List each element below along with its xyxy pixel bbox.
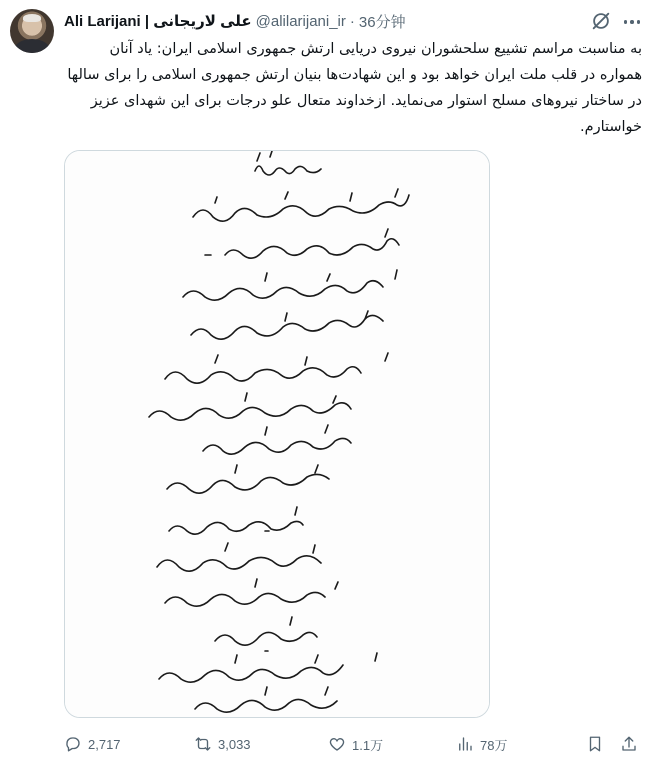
tweet-header — [64, 10, 406, 32]
avatar[interactable] — [10, 9, 54, 53]
like-button[interactable] — [328, 733, 383, 755]
avatar-hair — [23, 14, 41, 22]
tweet-text: به مناسبت مراسم تشییع سلحشوران نیروی دریایی ارتش جمهوری اسلامی ایران: یاد آنان همواره در قلب ملت ایران خواهد بود و این شهادت‌ها بنیان ارتش جمهوری اسلامی را برای سالها در ساختار نیروهای مسلح استوار می‌نماید. ازخداوند متعال علو درجات برای این شهدای عزیز خواستارم. — [67, 41, 642, 135]
retweet-count: 3,033 — [218, 736, 251, 752]
handwritten-letter — [65, 151, 490, 718]
share-button[interactable] — [620, 733, 638, 755]
author-name[interactable]: Ali Larijani | علی لاریجانی — [64, 13, 252, 30]
author-handle[interactable]: @alilarijani_ir — [255, 12, 346, 30]
reply-count: 2,717 — [88, 736, 121, 752]
more-icon[interactable] — [622, 12, 642, 32]
views-icon — [456, 735, 474, 753]
bookmark-icon — [586, 735, 604, 753]
reply-icon — [64, 735, 82, 753]
view-count: 78万 — [480, 737, 508, 753]
header-separator: · — [349, 12, 355, 30]
avatar-shoulders — [14, 39, 50, 53]
retweet-button[interactable] — [194, 733, 251, 755]
like-count: 1.1万 — [352, 737, 384, 753]
reply-button[interactable] — [64, 733, 121, 755]
tweet-actions — [64, 733, 644, 755]
views-button[interactable] — [456, 733, 507, 755]
tweet-timestamp[interactable]: 36分钟 — [358, 13, 406, 31]
tweet-media-handwritten-letter[interactable] — [64, 150, 490, 718]
bookmark-button[interactable] — [586, 733, 604, 755]
grok-icon[interactable] — [590, 10, 612, 32]
share-icon — [620, 735, 638, 753]
like-icon — [328, 735, 346, 753]
retweet-icon — [194, 735, 212, 753]
